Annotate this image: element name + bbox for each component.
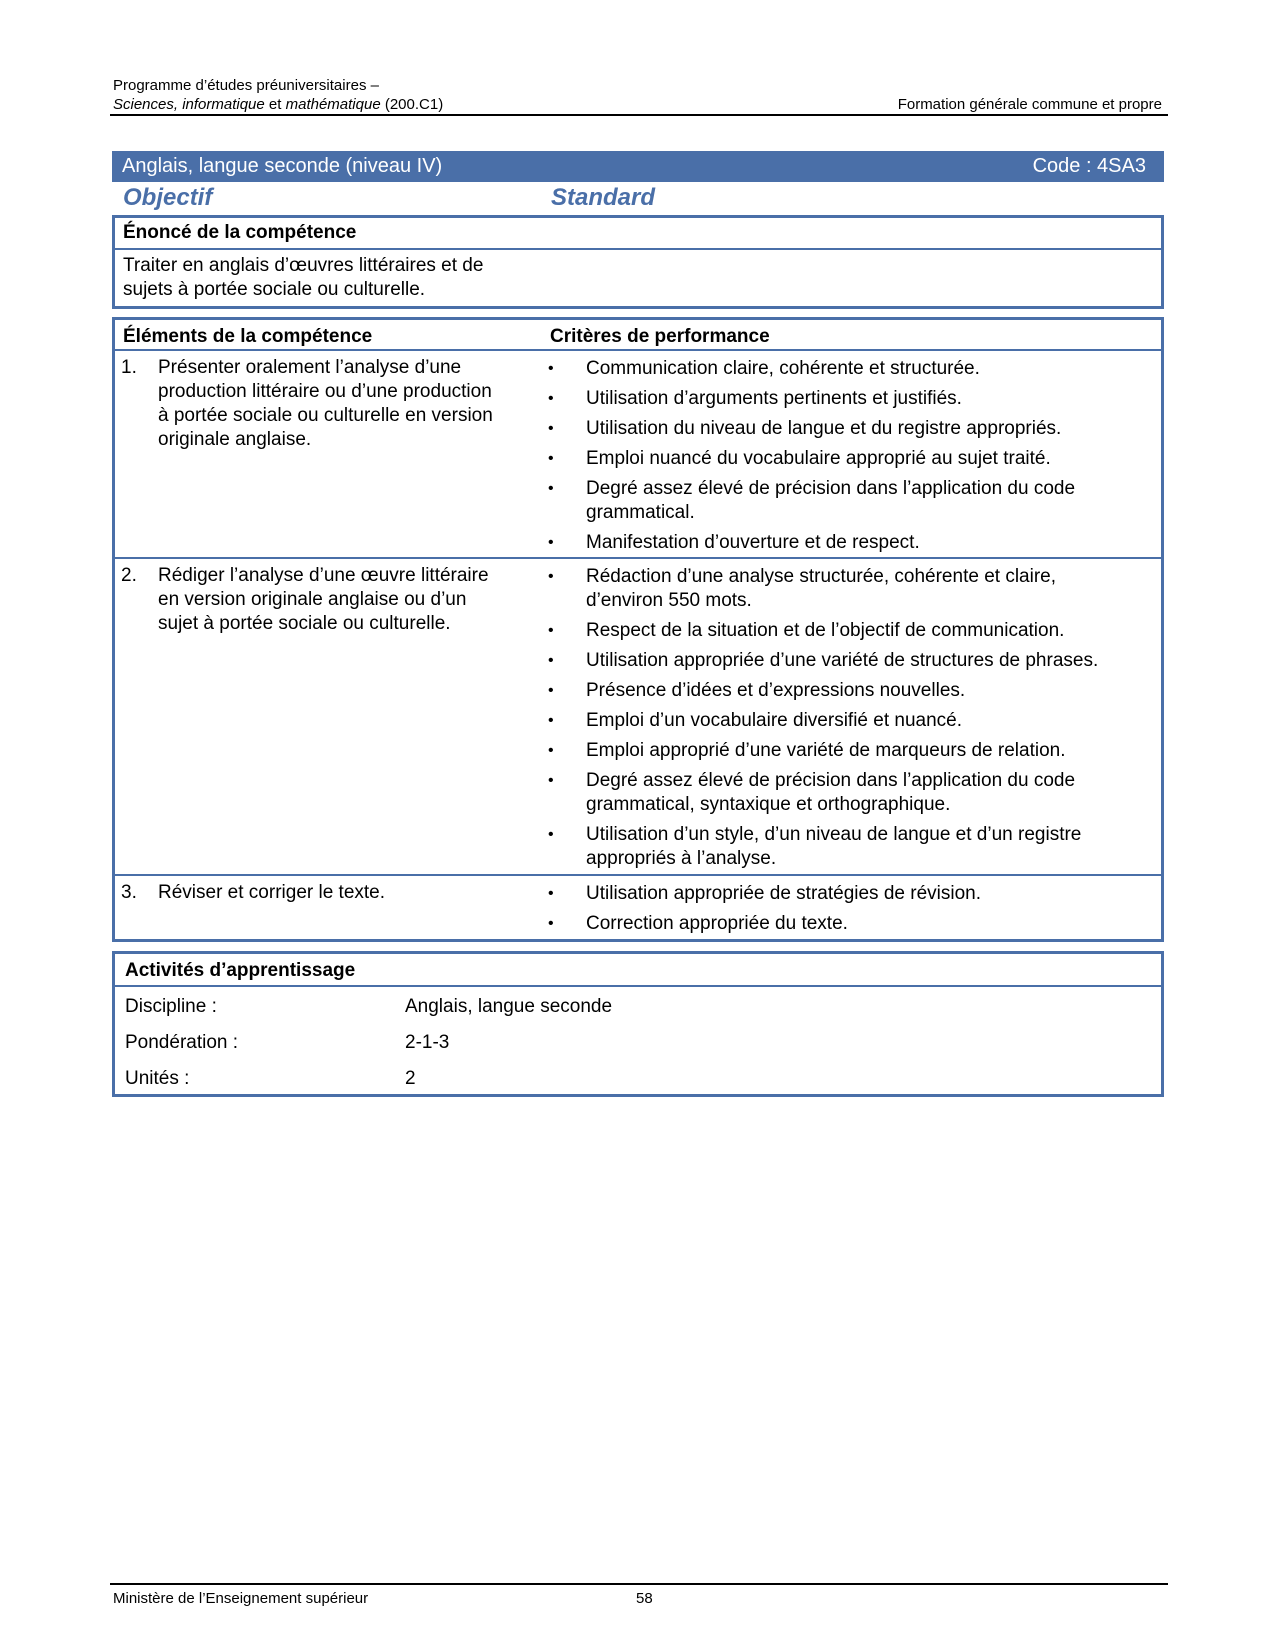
enonce-line-2: sujets à portée sociale ou culturelle.	[123, 279, 426, 300]
course-title-bar	[112, 151, 1164, 182]
criterion-1-5-line-1: Degré assez élevé de précision dans l’application du code	[586, 478, 1076, 499]
criterion-1-2-bullet: •	[548, 390, 554, 407]
footer-ministry: Ministère de l’Enseignement supérieur	[113, 1590, 369, 1607]
page-number: 58	[636, 1590, 653, 1607]
element-1-line-1: Présenter oralement l’analyse d’une	[158, 357, 462, 378]
element-2-line-1: Rédiger l’analyse d’une œuvre littéraire	[158, 565, 489, 586]
criteres-heading: Critères de performance	[550, 326, 770, 347]
subject-and: et	[268, 96, 282, 113]
ponderation-label: Pondération :	[125, 1032, 239, 1053]
criterion-2-1-line-2: d’environ 550 mots.	[586, 590, 752, 611]
elements-head-separator	[114, 349, 1162, 351]
criterion-2-7-line-1: Degré assez élevé de précision dans l’application du code	[586, 770, 1076, 791]
element-2-separator	[114, 874, 1162, 876]
enonce-line-1: Traiter en anglais d’œuvres littéraires et de	[123, 255, 484, 276]
criterion-1-1: Communication claire, cohérente et structurée.	[586, 358, 980, 379]
unites-label: Unités :	[125, 1068, 190, 1089]
program-title: Programme d’études préuniversitaires –	[113, 77, 379, 94]
criterion-2-4: Présence d’idées et d’expressions nouvelles.	[586, 680, 966, 701]
criterion-2-5: Emploi d’un vocabulaire diversifié et nuancé.	[586, 710, 962, 731]
criterion-2-1-line-1: Rédaction d’une analyse structurée, cohérente et claire,	[586, 566, 1056, 587]
standard-heading: Standard	[551, 184, 656, 211]
criterion-2-4-bullet: •	[548, 682, 554, 699]
activites-separator	[114, 985, 1162, 987]
criterion-2-8-line-2: appropriés à l’analyse.	[586, 848, 777, 869]
criterion-1-4-bullet: •	[548, 450, 554, 467]
objectif-heading: Objectif	[123, 184, 213, 211]
unites-value: 2	[405, 1068, 416, 1089]
criterion-1-3: Utilisation du niveau de langue et du registre appropriés.	[586, 418, 1062, 439]
criterion-2-3: Utilisation appropriée d’une variété de structures de phrases.	[586, 650, 1099, 671]
element-1-separator	[114, 557, 1162, 559]
criterion-1-2: Utilisation d’arguments pertinents et justifiés.	[586, 388, 962, 409]
criterion-2-7-bullet: •	[548, 772, 554, 789]
criterion-1-5-bullet: •	[548, 480, 554, 497]
discipline-label: Discipline :	[125, 996, 217, 1017]
element-2-number: 2.	[121, 565, 137, 586]
subject-part2: mathématique	[285, 96, 381, 113]
criterion-2-6-bullet: •	[548, 742, 554, 759]
enonce-heading: Énoncé de la compétence	[123, 222, 357, 243]
criterion-1-1-bullet: •	[548, 360, 554, 377]
criterion-1-4: Emploi nuancé du vocabulaire approprié au sujet traité.	[586, 448, 1051, 469]
criterion-2-2-bullet: •	[548, 622, 554, 639]
discipline-value: Anglais, langue seconde	[405, 996, 613, 1017]
criterion-2-1-bullet: •	[548, 568, 554, 585]
program-subject	[113, 96, 443, 113]
criterion-2-6: Emploi approprié d’une variété de marqueurs de relation.	[586, 740, 1066, 761]
element-1-line-4: originale anglaise.	[158, 429, 312, 450]
criterion-1-6-bullet: •	[548, 534, 554, 551]
element-2-line-2: en version originale anglaise ou d’un	[158, 589, 467, 610]
footer-rule	[110, 1583, 1168, 1585]
elements-heading: Éléments de la compétence	[123, 326, 373, 347]
header-rule	[110, 114, 1168, 116]
criterion-2-8-bullet: •	[548, 826, 554, 843]
criterion-2-7-line-2: grammatical, syntaxique et orthographique.	[586, 794, 951, 815]
criterion-2-3-bullet: •	[548, 652, 554, 669]
subject-part1: Sciences, informatique	[113, 96, 265, 113]
criterion-1-5-line-2: grammatical.	[586, 502, 695, 523]
element-2-line-3: sujet à portée sociale ou culturelle.	[158, 613, 451, 634]
enonce-separator	[114, 248, 1162, 250]
criterion-3-2: Correction appropriée du texte.	[586, 913, 848, 934]
element-3-number: 3.	[121, 882, 137, 903]
element-3-line-1: Réviser et corriger le texte.	[158, 882, 386, 903]
criterion-2-2: Respect de la situation et de l’objectif de communication.	[586, 620, 1065, 641]
element-1-number: 1.	[121, 357, 137, 378]
course-code: Code : 4SA3	[1032, 155, 1146, 177]
subject-code: (200.C1)	[384, 96, 444, 113]
activites-heading: Activités d’apprentissage	[125, 960, 356, 981]
criterion-2-5-bullet: •	[548, 712, 554, 729]
criterion-1-3-bullet: •	[548, 420, 554, 437]
criterion-1-6: Manifestation d’ouverture et de respect.	[586, 532, 920, 553]
element-1-line-3: à portée sociale ou culturelle en version	[158, 405, 493, 426]
element-1-line-2: production littéraire ou d’une production	[158, 381, 492, 402]
criterion-3-2-bullet: •	[548, 915, 554, 932]
criterion-3-1: Utilisation appropriée de stratégies de révision.	[586, 883, 981, 904]
header-right: Formation générale commune et propre	[897, 96, 1162, 113]
ponderation-value: 2-1-3	[405, 1032, 450, 1053]
course-title: Anglais, langue seconde (niveau IV)	[122, 155, 443, 177]
criterion-3-1-bullet: •	[548, 885, 554, 902]
criterion-2-8-line-1: Utilisation d’un style, d’un niveau de langue et d’un registre	[586, 824, 1082, 845]
